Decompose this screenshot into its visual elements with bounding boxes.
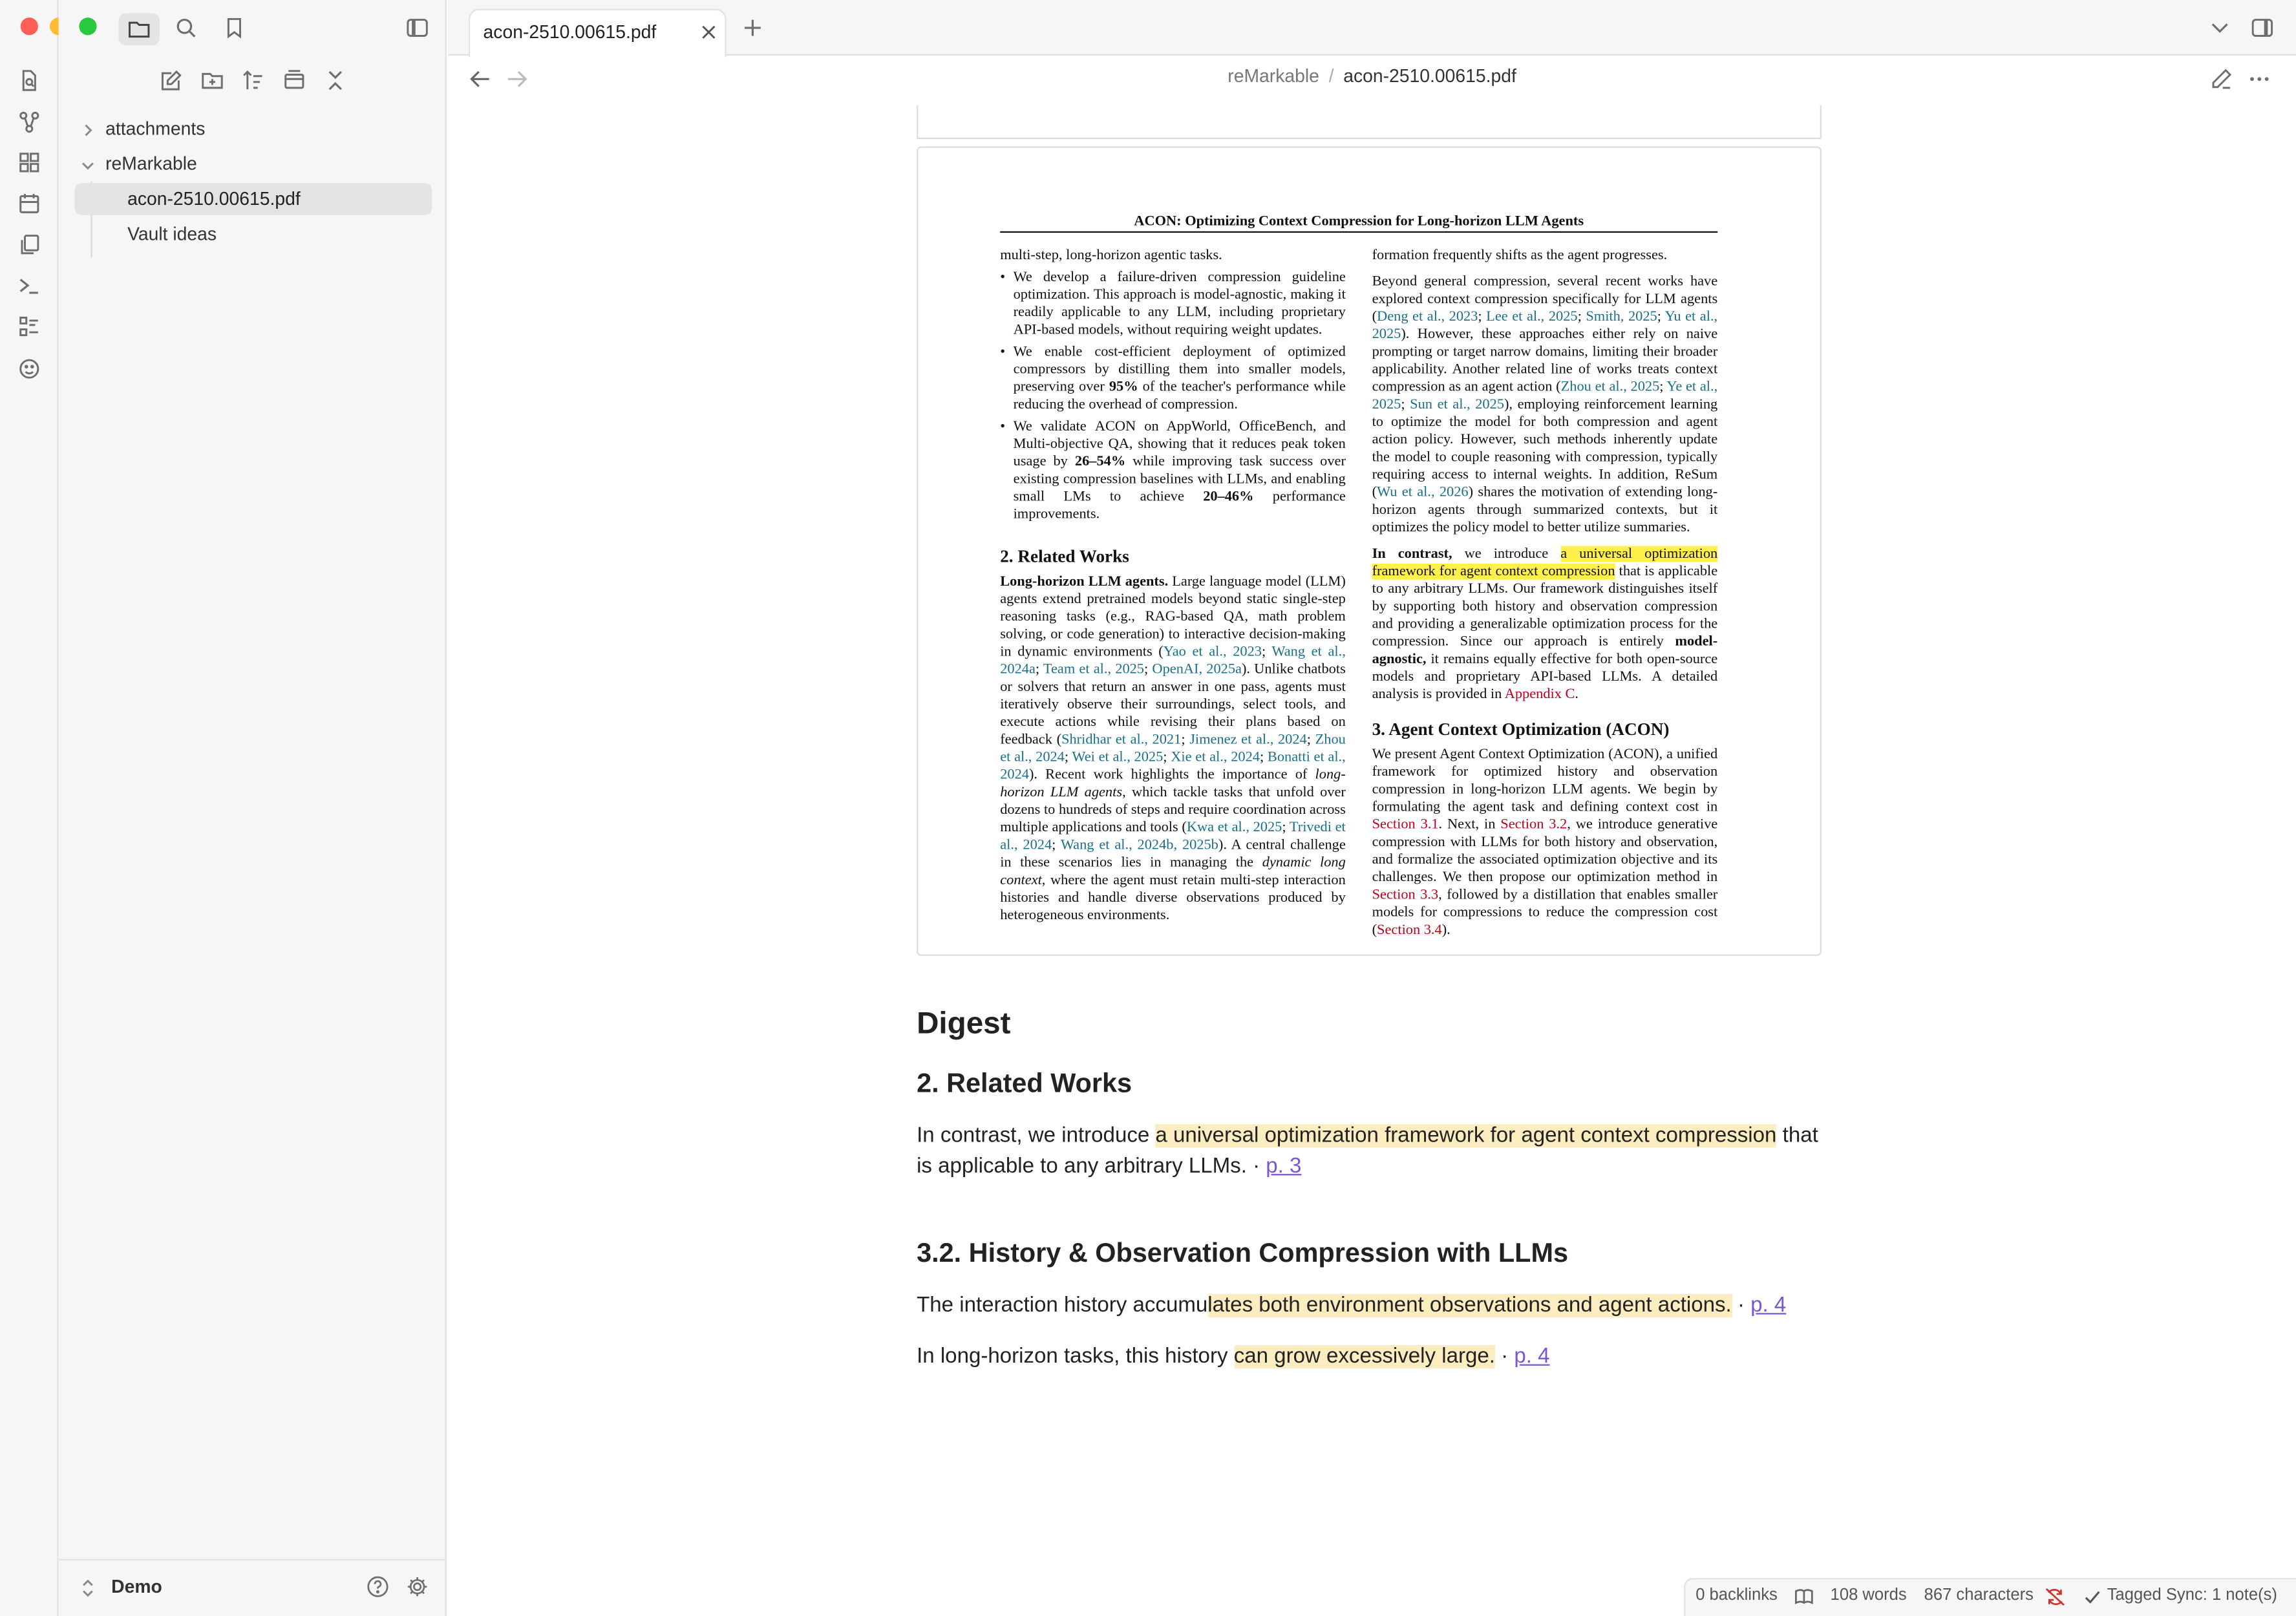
file-label: Vault ideas — [127, 224, 217, 245]
new-folder-icon[interactable] — [200, 69, 224, 92]
pdf-bullet: • We develop a failure-driven compression guideline optimization. This approach is model-agnostic, making it readily applicable to any LLM, including proprietary API-based models, without requiring weight updates. — [1000, 269, 1346, 339]
pdf-citation-link[interactable]: Ye et al., 2025 — [1372, 379, 1718, 413]
pdf-citation-link[interactable]: Kwa et al., 2025 — [1186, 820, 1282, 836]
collapse-view-icon[interactable] — [282, 69, 306, 92]
pdf-text: it remains equally effective for both open-source models and proprietary API-based LLMs. A detailed analysis is provided in — [1372, 651, 1718, 703]
page-link[interactable]: p. 4 — [1750, 1293, 1787, 1318]
pdf-text: formation frequently shifts as the agent progresses. — [1372, 247, 1668, 264]
digest-highlight: a universal optimization framework for agent context compression — [1155, 1124, 1777, 1148]
divider — [59, 1559, 447, 1560]
pdf-citation-link[interactable]: Zhou et al., 2024 — [1000, 732, 1346, 766]
character-count: 867 characters — [1924, 1586, 2034, 1604]
file-item-active[interactable] — [75, 183, 432, 215]
close-window-button[interactable] — [21, 17, 38, 35]
pdf-text: multi-step, long-horizon agentic tasks. — [1000, 247, 1222, 264]
word-count: 108 words — [1830, 1586, 1907, 1604]
tasks-icon[interactable] — [17, 315, 41, 338]
pdf-title-rule — [1000, 231, 1717, 233]
vault-switcher[interactable] — [79, 1575, 255, 1602]
folder-label: attachments — [105, 118, 206, 140]
pdf-text: , which tackle tasks that unfold over dozens to hundreds of steps and require coordination across multiple applications and tools ( — [1000, 784, 1346, 836]
pdf-citation-link[interactable]: Wu et al., 2026 — [1377, 484, 1469, 501]
pdf-text: . — [1575, 686, 1579, 703]
pdf-citation-link[interactable]: Wang et al., 2024b, 2025b — [1060, 837, 1218, 854]
pdf-citation-link[interactable]: Lee et al., 2025 — [1486, 308, 1578, 325]
terminal-icon[interactable] — [17, 273, 41, 297]
pdf-bold: 26–54% — [1074, 453, 1126, 470]
pdf-text: on AppWorld, OfficeBench, and Multi-objective QA, showing that it reduces peak token usage by — [1013, 418, 1346, 470]
pdf-citation-link[interactable]: Wei et al., 2025 — [1072, 749, 1164, 766]
digest-highlight: lates both environment observations and agent actions. — [1207, 1293, 1732, 1318]
pdf-text: , we introduce generative compression with LLMs for both history and observation, and formalize the associated optimization objective and its challenges. We then propose our optimization method in — [1372, 816, 1718, 886]
pdf-xref-link[interactable]: Appendix C — [1504, 686, 1575, 703]
pdf-text: Large language model (LLM) agents extend pretrained models beyond static single-step reasoning tasks (e.g., RAG-based QA, math problem solving, or code generation) to interactive decision-making in dynamic environments ( — [1000, 573, 1346, 661]
digest-text: In contrast, we introduce — [917, 1124, 1156, 1148]
chevron-right-icon — [79, 122, 96, 139]
pdf-embed-page[interactable] — [917, 146, 1822, 955]
templates-icon[interactable] — [17, 233, 41, 256]
pdf-paragraph — [1372, 546, 1718, 705]
vault-name: Demo — [111, 1576, 162, 1597]
digest-text: The interaction history accumu — [917, 1293, 1208, 1318]
close-icon[interactable] — [700, 23, 717, 41]
pdf-bold: 20–46% — [1203, 489, 1254, 505]
pdf-text: ). However, these approaches either rely on naive prompting or target narrow domains, limiting their broader applicability. Another related line of works treats context compression as an agent action ( — [1372, 326, 1718, 396]
pdf-text: ). — [1441, 922, 1451, 939]
folder-remarkable[interactable] — [79, 153, 430, 179]
checkmark-icon — [2084, 1588, 2101, 1606]
more-options-icon[interactable] — [2248, 67, 2271, 90]
pdf-citation-link[interactable]: Shridhar et al., 2021 — [1061, 732, 1182, 749]
pdf-text: ). A central challenge in these scenarios lies in managing the — [1000, 837, 1346, 871]
breadcrumb-folder[interactable]: reMarkable — [1228, 65, 1319, 87]
pdf-text: We develop a failure-driven compression guideline optimization. This approach is model-agnostic, making it readily applicable to any LLM, including proprietary API-based models, without requiring weight updates. — [1013, 269, 1346, 339]
pdf-bold: model-agnostic, — [1372, 633, 1718, 668]
pdf-bold: Long-horizon LLM agents. — [1000, 573, 1169, 590]
file-explorer-sidebar — [59, 0, 447, 1616]
chevron-updown-icon — [79, 1578, 96, 1599]
digest-highlight: can grow excessively large. — [1233, 1345, 1495, 1369]
pdf-text: We validate — [1013, 418, 1087, 435]
file-label: acon-2510.00615.pdf — [127, 189, 301, 209]
pdf-citation-link[interactable]: Smith, 2025 — [1586, 308, 1657, 325]
pdf-bold: In contrast, — [1372, 546, 1452, 562]
pdf-text: Beyond general compression, several recent works have explored context compression specifically for LLM agents ( — [1372, 273, 1718, 325]
pdf-citation-link[interactable]: Bonatti et al., 2024 — [1000, 749, 1346, 783]
history-compression-heading: 3.2. History & Observation Compression with LLMs — [917, 1237, 1568, 1268]
pdf-text: ). Unlike chatbots or solvers that return an answer in one pass, agents must iteratively observe their surroundings, select tools, and execute actions while revising their plans based on feedback ( — [1000, 661, 1346, 749]
files-tab-button[interactable] — [118, 13, 159, 45]
calendar-icon[interactable] — [17, 192, 41, 215]
pdf-italic: long-horizon LLM agents — [1000, 767, 1346, 801]
page-link[interactable]: p. 4 — [1514, 1345, 1550, 1369]
pdf-text: of the teacher's performance while reducing the overhead of compression. — [1013, 379, 1346, 413]
related-works-heading: 2. Related Works — [917, 1067, 1132, 1098]
breadcrumb-file[interactable]: acon-2510.00615.pdf — [1343, 65, 1516, 87]
pdf-text: performance improvements. — [1013, 489, 1346, 523]
edit-pencil-icon[interactable] — [2209, 67, 2233, 90]
breadcrumb-separator: / — [1328, 65, 1334, 87]
pdf-paragraph: Beyond general compression, several recent works have explored context compression specifically for LLM agents (Deng et al., 2023; Lee et al., 2025; Smith, 2025; Yu et al., 2025). However, these approaches either rely on naive prompting or target narrow domains, limiting their broader applicability. Another related line of works treats context compression as an agent action (Zhou et al., 2025; Ye et al., 2025; Sun et al., 2025), employing reinforcement learning to optimize the model for both compression and agent action policy. However, such methods inherently update the model to couple reasoning with compression, typically requiring access to internal weights. In addition, ReSum (Wu et al., 2026) shares the motivation of extending long-horizon agents through summarized contexts, but it optimizes the policy model to better utilize summaries. — [1372, 273, 1718, 536]
folder-icon — [127, 17, 151, 41]
pdf-text: ). Recent work highlights the importance of — [1028, 767, 1308, 783]
pdf-left-column — [1000, 248, 1346, 925]
pdf-text: , where the agent must retain multi-step interaction histories and handle diverse observations produced by heterogeneous environments. — [1000, 872, 1346, 924]
smiley-icon[interactable] — [17, 357, 41, 381]
pdf-bullet: • We validate ACON on AppWorld, OfficeBench, and Multi-objective QA, showing that it reduces peak token usage by 26–54% while improving task success over existing compression baselines with LLMs, and enabling small LMs to achieve 20–46% performance improvements. — [1000, 418, 1346, 523]
pdf-citation-link[interactable]: Yu et al., 2025 — [1372, 308, 1718, 343]
pdf-paragraph — [1372, 747, 1718, 940]
tab-active[interactable] — [469, 9, 727, 58]
pdf-citation-link[interactable]: OpenAI, 2025a — [1152, 661, 1242, 678]
digest-paragraph — [917, 1291, 1854, 1322]
digest-text: · — [1494, 1345, 1515, 1369]
pdf-heading: 3. Agent Context Optimization (ACON) — [1372, 718, 1670, 739]
pdf-text: We enable cost-efficient deployment of optimized compressors by distilling them into smaller models, preserving over — [1013, 344, 1346, 396]
digest-paragraph — [917, 1343, 1854, 1374]
pdf-text: that is applicable to any arbitrary LLMs. Our framework distinguishes itself by supporting both history and observation compression and providing a generalizable optimization process for the compression. Since our approach is entirely — [1372, 563, 1718, 650]
pdf-bullet: • We enable cost-efficient deployment of optimized compressors by distilling them into smaller models, preserving over 95% of the teacher's performance while reducing the overhead of compression. — [1000, 344, 1346, 413]
new-note-icon[interactable] — [160, 69, 183, 92]
pdf-xref-link[interactable]: Section 3.4 — [1377, 922, 1442, 939]
digest-text: In long-horizon tasks, this history — [917, 1345, 1234, 1369]
tab-title: acon-2510.00615.pdf — [483, 21, 657, 43]
quick-switcher-icon[interactable] — [17, 69, 41, 92]
tab-list-chevron-down-icon[interactable] — [2209, 19, 2230, 36]
folder-label: reMarkable — [105, 153, 197, 175]
status-bar — [1684, 1578, 2296, 1616]
settings-gear-icon[interactable] — [405, 1575, 429, 1599]
pdf-text: ) shares the motivation of extending long-horizon agents through summarized contexts, but it optimizes the policy model to better utilize summaries. — [1372, 484, 1718, 536]
sidebar-toggle-icon[interactable] — [405, 16, 429, 39]
pdf-text: . Next, in — [1438, 816, 1496, 833]
pdf-citation-link[interactable]: Team et al., 2025 — [1043, 661, 1145, 678]
pdf-text: ), employing reinforcement learning to optimize the model for both compression and agent action policy. However, such methods inherently update the model to couple reasoning with compression, typically requiring access to internal weights. In addition, ReSum ( — [1372, 396, 1718, 501]
digest-paragraph — [917, 1122, 1832, 1183]
pdf-running-title: ACON: Optimizing Context Compression for Long-horizon LLM Agents — [1134, 213, 1584, 230]
digest-text: · — [1731, 1293, 1751, 1318]
pdf-citation-link[interactable]: Jimenez et al., 2024 — [1189, 732, 1307, 749]
breadcrumb — [448, 66, 2296, 87]
pdf-heading: 2. Related Works — [1000, 546, 1129, 567]
graph-view-icon[interactable] — [17, 110, 41, 133]
pdf-citation-link[interactable]: Trivedi et al., 2024 — [1000, 820, 1346, 854]
help-icon[interactable] — [366, 1575, 389, 1599]
zoom-window-button[interactable] — [79, 17, 96, 35]
digest-heading: Digest — [917, 1006, 1011, 1041]
folder-attachments[interactable] — [79, 117, 430, 144]
sync-status[interactable]: Tagged Sync: 1 note(s) — [2107, 1586, 2277, 1604]
digest-text: that is applicable to any arbitrary LLMs. · — [917, 1124, 1818, 1178]
collapse-all-icon[interactable] — [324, 69, 347, 92]
pdf-italic: dynamic long context — [1000, 855, 1346, 889]
pdf-xref-link[interactable]: Section 3.1 — [1372, 816, 1439, 833]
page-link[interactable]: p. 3 — [1266, 1154, 1302, 1178]
sync-disabled-icon[interactable] — [2044, 1587, 2066, 1608]
sort-icon[interactable] — [242, 69, 265, 92]
backlinks-count[interactable]: 0 backlinks — [1695, 1586, 1778, 1604]
pdf-xref-link[interactable]: Section 3.3 — [1372, 887, 1439, 904]
file-item[interactable] — [75, 218, 432, 250]
bookmark-icon[interactable] — [222, 16, 246, 39]
pdf-citation-link[interactable]: Sun et al., 2025 — [1410, 396, 1504, 413]
pdf-text: ACON — [1094, 418, 1136, 435]
book-icon[interactable] — [1794, 1587, 1814, 1608]
pdf-paragraph: Long-horizon LLM agents. Large language model (LLM) agents extend pretrained models beyond static single-step reasoning tasks (e.g., RAG-based QA, math problem solving, or code generation) to interactive decision-making in dynamic environments (Yao et al., 2023; Wang et al., 2024a; Team et al., 2025; OpenAI, 2025a). Unlike chatbots or solvers that return an answer in one pass, agents must iteratively observe their surroundings, select tools, and execute actions while revising their plans based on feedback (Shridhar et al., 2021; Jimenez et al., 2024; Zhou et al., 2024; Wei et al., 2025; Xie et al., 2024; Bonatti et al., 2024). Recent work highlights the importance of long-horizon LLM agents, which tackle tasks that unfold over dozens to hundreds of steps and require coordination across multiple applications and tools (Kwa et al., 2025; Trivedi et al., 2024; Wang et al., 2024b, 2025b). A central challenge in these scenarios lies in managing the dynamic long context, where the agent must retain multi-step interaction histories and handle diverse observations produced by heterogeneous environments. — [1000, 573, 1346, 924]
pdf-citation-link[interactable]: Zhou et al., 2025 — [1560, 379, 1660, 396]
pdf-xref-link[interactable]: Section 3.2 — [1500, 816, 1568, 833]
pdf-text: , followed by a distillation that enables smaller models for compressions to reduce the compression cost ( — [1372, 887, 1718, 939]
new-tab-plus-icon[interactable] — [743, 17, 763, 38]
chevron-down-icon — [79, 156, 96, 174]
pdf-citation-link[interactable]: Wang et al., 2024a — [1000, 644, 1346, 678]
pdf-text: we introduce — [1464, 546, 1549, 562]
pdf-right-column — [1372, 248, 1718, 940]
left-ribbon — [0, 0, 59, 1616]
pdf-text: while improving task success over existing compression baselines with LLMs, and enabling small LMs to achieve — [1013, 453, 1346, 505]
pdf-citation-link[interactable]: Xie et al., 2024 — [1171, 749, 1260, 766]
pdf-bold: 95% — [1109, 379, 1138, 396]
right-sidebar-toggle-icon[interactable] — [2251, 16, 2274, 39]
canvas-icon[interactable] — [17, 151, 41, 174]
pdf-text: We present Agent Context Optimization (ACON), a unified framework for optimized history and observation compression in long-horizon LLM agents. We begin by formulating the agent task and defining context cost in — [1372, 746, 1718, 816]
pdf-highlight[interactable]: a universal optimization framework for agent context compression — [1372, 546, 1718, 580]
pdf-citation-link[interactable]: Deng et al., 2023 — [1377, 308, 1478, 325]
pdf-previous-page-edge — [917, 105, 1822, 139]
search-icon[interactable] — [175, 16, 198, 39]
pdf-citation-link[interactable]: Yao et al., 2023 — [1163, 644, 1262, 661]
